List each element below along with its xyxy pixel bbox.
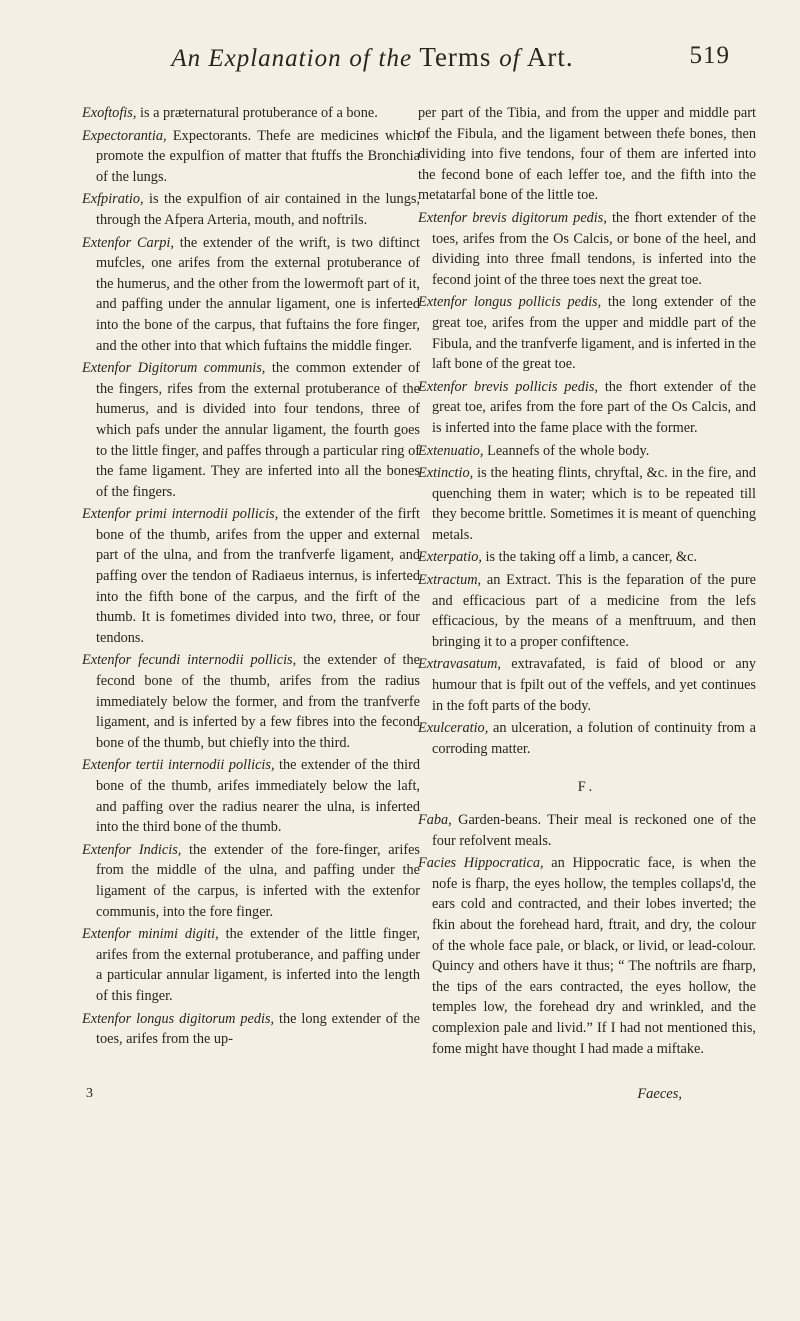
entry-definition: an Hippocratic face, is when the nofe is fharp, the eyes hollow, the temples collaps'd, the ears cold and contracted, and their lobes inverted; the fkin about the forehead hard, ftrait, and dry, the colour of the whole face pale, or black, or livid, or lead-colour. Quincy and others have it thus; “ The noftrils are fharp, the tips of the ears contracted, the eyes hollow, the temples low, the forehead dry and wrinkled, and the complexion pale and livid.” If I had not mentioned this, fome might have thought I had made a miftake. bbox=[432, 855, 757, 1057]
entry-definition: per part of the Tibia, and from the upper and middle part of the Fibula, and the ligament between thefe bones, then dividing into five tendons, four of them are inferted into the fecond bone of each leffer toe, and the fifth into the metatarfal bone of the little toe. bbox=[418, 105, 756, 204]
dictionary-entry bbox=[82, 650, 420, 753]
dictionary-entry bbox=[418, 292, 756, 374]
signature-mark: 3 bbox=[86, 1086, 93, 1101]
page-number: 519 bbox=[689, 42, 730, 69]
dictionary-entry bbox=[82, 126, 420, 188]
entry-definition: the extender of the firft bone of the thumb, arifes from the upper and external part of the ulna, and from the tranfverfe ligament, and paffing over the tendon of Radiaeus internus, is inferted into the fifth bone of the carpus, and the firft of the thumb. It is fometimes divided into two, three, or four tendons. bbox=[96, 506, 420, 646]
dictionary-entry bbox=[418, 208, 756, 290]
entry-headword: Facies Hippocratica, bbox=[418, 855, 544, 872]
entry-headword: Exfpiratio, bbox=[82, 191, 144, 208]
entry-definition: the extender of the fore-finger, arifes from the middle of the ulna, and paffing under the ligament of the carpus, is inferted with the extenfor communis, into the fore finger. bbox=[96, 841, 420, 920]
entry-headword: Extenfor longus digitorum pedis, bbox=[82, 1010, 275, 1027]
entry-headword: Faba, bbox=[418, 812, 452, 828]
entry-definition: an Extract. This is the feparation of the pure and efficacious part of a medicine from the lefs efficacious, by the means of a menftruum, and then bringing it to a proper confiftence. bbox=[432, 572, 756, 650]
entry-headword: Extenfor brevis digitorum pedis, bbox=[418, 209, 607, 226]
running-header bbox=[75, 42, 730, 82]
dictionary-entry bbox=[82, 504, 420, 648]
dictionary-entry bbox=[418, 547, 756, 568]
dictionary-entry bbox=[418, 570, 756, 652]
entry-headword: Exterpatio, bbox=[418, 549, 482, 566]
entry-definition: Expectorants. Thefe are medicines which promote the expulfion of matter that ftuffs the Bronchia of the lungs. bbox=[96, 127, 420, 185]
entry-definition: is the expulfion of air contained in the lungs, through the Afpera Arteria, mouth, and noftrils. bbox=[96, 191, 420, 228]
entry-definition: the extender of the fecond bone of the thumb, arifes from the radius immediately below the former, and from the tranfverfe ligament, and is inferted by a few fibres into the fecond bone of the thumb, but chiefly into the third. bbox=[96, 652, 420, 751]
entry-definition: the extender of the little finger, arifes from the external protuberance, and paffing under a particular annular ligament, is inferted into the length of this finger. bbox=[96, 926, 420, 1004]
right-column-f-entries bbox=[418, 810, 756, 1059]
entry-headword: Extenfor tertii internodii pollicis, bbox=[82, 757, 275, 774]
section-letter-f: F. bbox=[577, 779, 597, 796]
entry-definition: an ulceration, a folution of continuity from a corroding matter. bbox=[432, 720, 756, 757]
entry-headword: Extravasatum, bbox=[418, 656, 501, 673]
running-title: An Explanation of the Terms of Art. bbox=[171, 42, 574, 72]
entry-headword: Extenfor primi internodii pollicis, bbox=[82, 506, 279, 523]
dictionary-entry bbox=[82, 924, 420, 1006]
entry-headword: Extenfor Indicis, bbox=[82, 841, 182, 858]
entry-headword: Extenfor brevis pollicis pedis, bbox=[418, 378, 598, 395]
entry-definition: the long extender of the great toe, arifes from the upper and middle part of the Fibula, and the tranfverfe ligament, and is inferted in the laft bone of the great toe. bbox=[432, 294, 756, 373]
entry-headword: Extenuatio, bbox=[418, 442, 484, 459]
entry-headword: Extenfor longus pollicis pedis, bbox=[418, 294, 602, 311]
dictionary-entry bbox=[82, 103, 420, 124]
entry-definition: is a præternatural protuberance of a bone. bbox=[136, 105, 378, 121]
entry-headword: Extenfor fecundi internodii pollicis, bbox=[82, 652, 297, 669]
right-column bbox=[418, 103, 756, 1061]
left-column bbox=[82, 103, 420, 1052]
entry-headword: Extinctio, bbox=[418, 465, 474, 482]
entry-definition: is the heating flints, chryftal, &c. in the fire, and quenching them in water; which is to be repeated till they become brittle. Sometimes it is meant of quenching metals. bbox=[432, 465, 756, 543]
dictionary-entry bbox=[82, 358, 420, 502]
dictionary-entry bbox=[418, 463, 756, 545]
dictionary-entry bbox=[418, 810, 756, 851]
dictionary-entry bbox=[418, 103, 756, 206]
dictionary-entry bbox=[418, 654, 756, 716]
entry-definition: the long extender of the toes, arifes from the up- bbox=[96, 1010, 420, 1048]
entry-headword: Extenfor Carpi, bbox=[82, 234, 174, 251]
dictionary-entry bbox=[82, 189, 420, 230]
dictionary-entry bbox=[82, 1009, 420, 1050]
entry-definition: Garden-beans. Their meal is reckoned one of the four refolvent meals. bbox=[432, 812, 756, 849]
right-column-e-entries bbox=[418, 103, 756, 759]
dictionary-entry bbox=[418, 718, 756, 759]
entry-headword: Exoftofis, bbox=[82, 105, 137, 121]
catchword: Faeces, bbox=[637, 1086, 682, 1102]
entry-headword: Extractum, bbox=[418, 572, 482, 589]
entry-definition: is the taking off a limb, a cancer, &c. bbox=[481, 549, 698, 566]
dictionary-entry bbox=[82, 755, 420, 837]
dictionary-entry bbox=[418, 853, 756, 1059]
dictionary-entry bbox=[82, 233, 420, 357]
entry-definition: the fhort extender of the great toe, arifes from the fore part of the Os Calcis, and is inferted into the fame place with the former. bbox=[432, 378, 756, 436]
entry-definition: the extender of the wrift, is two diftinct mufcles, one arifes from the external protuberance of the humerus, and the other from the lowermoft part of it, and paffing under the annular ligament, one is inferted into the bone of the carpus, that fuftains the fore finger, and the other into that which fuftains the middle finger. bbox=[96, 234, 420, 354]
entry-definition: extravafated, is faid of blood or any humour that is fpilt out of the veffels, and yet continues in the foft parts of the body. bbox=[432, 656, 756, 714]
entry-definition: the extender of the third bone of the thumb, arifes immediately below the laft, and paffing over the radius nearer the ulna, is inferted into the third bone of the thumb. bbox=[96, 757, 420, 836]
entry-definition: the common extender of the fingers, rifes from the external protuberance of the humerus, and is divided into four tendons, three of which pafs under the annular ligament, the fourth goes to the little finger, and paffes through a particular ring of the fame ligament. They are inferted into all the bones of the fingers. bbox=[96, 360, 420, 500]
entry-headword: Extenfor Digitorum communis, bbox=[82, 360, 266, 377]
entry-definition: the fhort extender of the toes, arifes from the Os Calcis, or bone of the heel, and dividing into three fmall tendons, is inferted into the fecond joint of the three toes next the great toe. bbox=[432, 209, 756, 288]
dictionary-entry bbox=[418, 441, 756, 462]
dictionary-entry bbox=[82, 840, 420, 922]
entry-definition: Leannefs of the whole body. bbox=[483, 442, 650, 459]
entry-headword: Extenfor minimi digiti, bbox=[82, 926, 219, 943]
entry-headword: Expectorantia, bbox=[82, 127, 167, 144]
dictionary-entry bbox=[418, 377, 756, 439]
entry-headword: Exulceratio, bbox=[418, 720, 489, 737]
